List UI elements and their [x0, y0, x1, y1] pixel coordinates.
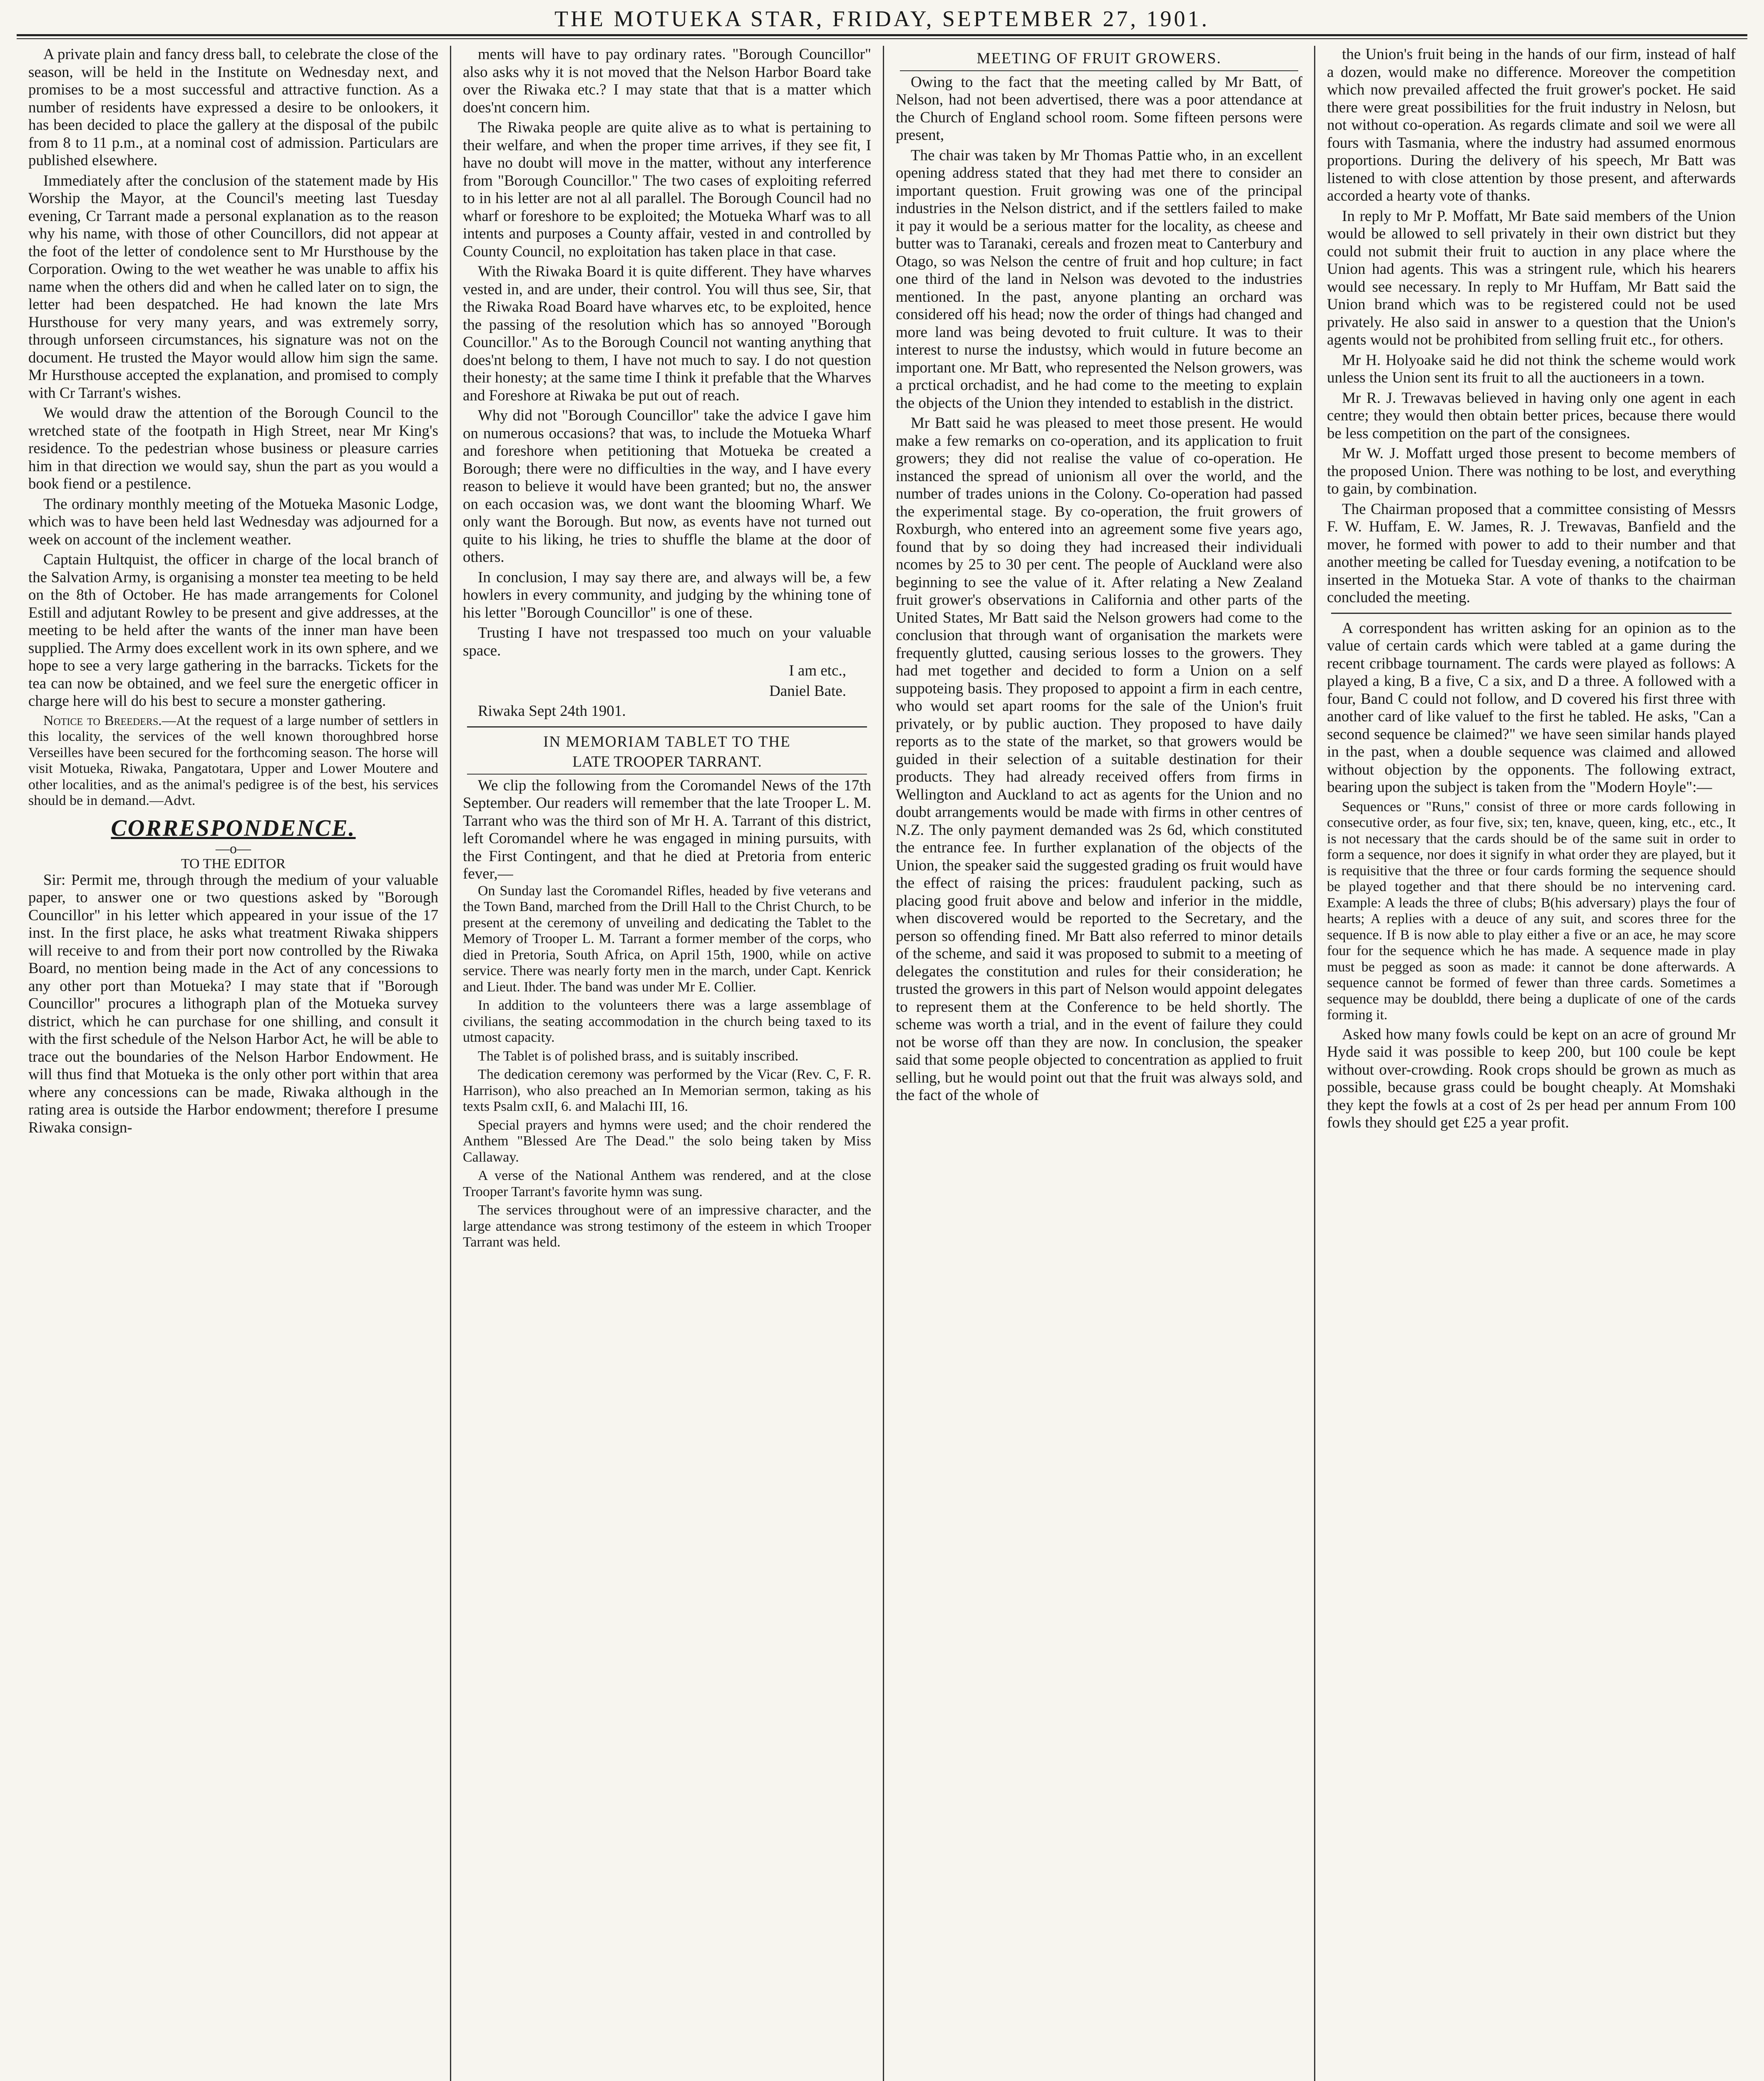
cribbage-question: A correspondent has written asking for an opinion as to the value of certain cards which were tabled at a game during the recent cribbage tournament. The cards were played as follows: A played a king, B a five, C a six, and D a three. A followed with a four, Band C could not follow, and D covered his first three with another card of like valuef to the first he tabled. He asks, "Can a second sequence be claimed?" we have seen similar hands played in the past, when a double sequence was claimed and allowed without objection by the opponents. The following extract, bearing upon the subject is taken from the "Modern Hoyle":— — [1327, 619, 1736, 796]
masthead-rule-thin — [17, 38, 1747, 39]
memoriam-paragraph: The dedication ceremony was performed by the Vicar (Rev. C, F. R. Harrison), who also preached an In Memorian sermon, taking as his texts Psalm cxII, 6. and Malachi III, 16. — [463, 1067, 871, 1114]
letter-continued-6: Trusting I have not trespassed too much on your valuable space. — [463, 624, 871, 659]
letter-body: Sir: Permit me, through through the medium of your valuable paper, to answer one or two questions asked by "Borough Councillor" in his letter which appeared in your issue of the 17 inst. In the first place, he asks what treatment Riwaka shippers will receive to and from their port now controlled by the Riwaka Board, no mention being made in the Act of any concessions to any other port than Motueka? I may state that if "Borough Councillor" procures a lithograph plan of the Motueka survey district, which he can purchase for one shilling, and consult it with the first schedule of the Nelson Harbor Act, he will be able to trace out the boundaries of the Nelson Harbor Endowment. He will thus find that Motueka is the only other port within that area where any concessions can be made, Riwaka although in the rating area is outside the Harbor endowment; therefore I presume Riwaka consign- — [28, 871, 438, 1136]
ornament: —o— — [216, 841, 251, 857]
letter-continued-2: The Riwaka people are quite alive as to what is pertaining to their welfare, and when the proper time arrives, if they see fit, I have no doubt will move in the matter, without any interference from "Borough Councillor." The two cases of exploiting referred to in his letter are not al all parallel. The Borough Council had no wharf or foreshore to be exploited; the Motueka Wharf was to all intents and purposes a County affair, vested in and controlled by County Council, no exploitation has taken place in that case. — [463, 119, 871, 260]
paragraph-footpath: We would draw the attention of the Borough Council to the wretched state of the footpath in High Street, near Mr King's residence. To the pedestrian whose business or pleasure carries him in that direction we would say, shun the part as you would a book fiend or a pestilence. — [28, 405, 438, 492]
fruit-continued-3: Mr H. Holyoake said he did not think the scheme would work unless the Union sent its fruit to all the auctioneers in a town. — [1327, 351, 1736, 386]
fruit-continued-6: The Chairman proposed that a committee consisting of Messrs F. W. Huffam, E. W. James, R. J. Trewavas, Banfield and the mover, he formed with power to add to their number and that another meeting be called for Tuesday evening, a notifcation to be inserted in the Motueka Star. A vote of thanks to the chairman concluded the meeting. — [1327, 500, 1736, 606]
memoriam-intro: We clip the following from the Coromandel News of the 17th September. Our readers will remember that the late Trooper L. M. Tarrant who was the third son of Mr H. A. Tarrant of this district, left Coromandel where he was engaged in mining pursuits, with the First Contingent, and that he died at Pretoria from enteric fever,— — [463, 777, 871, 882]
fowls-paragraph: Asked how many fowls could be kept on an acre of ground Mr Hyde said it was possible to keep 200, but 100 coule be kept without over-crowding. Rook crops should be grown as much as possible, because grass could be bought cheaply. At Momshaki they kept the fowls at a cost of 2s per head per annum From 100 fowls they should get £25 a year profit. — [1327, 1026, 1736, 1131]
fruit-continued-2: In reply to Mr P. Moffatt, Mr Bate said members of the Union would be allowed to sell privately in their own district but they could not submit their fruit to auction in any place where the Union had agents. This was a stringent rule, which his hearers would see necessary. In reply to Mr Huffam, Mr Batt said the Union brand which was to be registered could not be used privately. He also said in answer to a question that the Union's agents would not be prohibited from selling fruit etc., for others. — [1327, 207, 1736, 348]
memoriam-heading-1: IN MEMORIAM TABLET TO THE — [543, 733, 791, 750]
letter-continued-1: ments will have to pay ordinary rates. "Borough Councillor" also asks why it is not moved that the Nelson Harbor Board take over the Riwaka etc.? I may state that that is a matter which does'nt concern him. — [463, 46, 871, 116]
memoriam-extract — [463, 883, 871, 1251]
column-1 — [17, 46, 451, 2081]
memoriam-paragraph: A verse of the National Anthem was rendered, and at the close Trooper Tarrant's favorite hymn was sung. — [463, 1168, 871, 1199]
notice-to-breeders — [28, 713, 438, 809]
fruit-paragraph-1: Owing to the fact that the meeting called by Mr Batt, of Nelson, had not been advertised, there was a poor attendance at the Church of England school room. Some fifteen persons were present, — [896, 73, 1302, 144]
paragraph-cr-tarrant: Immediately after the conclusion of the statement made by His Worship the Mayor, at the Council's meeting last Tuesday evening, Cr Tarrant made a personal explanation as to the reason why his name, with those of other Councillors, did not appear at the foot of the letter of condolence sent to Mr Hursthouse by the Corporation. Owing to the wet weather he was unable to affix his name when the others did and when he called later on to sign, the letter had been despatched. He had known the late Mrs Hursthouse for very many years, and was extremely sorry, through unforseen circumstances, his signature was not on the document. He trusted the Mayor would allow him sign the same. Mr Hursthouse accepted the explanation, and promised to comply with Cr Tarrant's wishes. — [28, 172, 438, 402]
paragraph-salvation-army: Captain Hultquist, the officer in charge of the local branch of the Salvation Army, is organising a monster tea meeting to be held on the 8th of October. He has made arrangements for Colonel Estill and adjutant Rowley to be present and give addresses, at the meeting to be held after the wants of the inner man have been supplied. The Army does excellent work in its own sphere, and we hope to see a very large gathering in the barracks. Tickets for the tea can now be obtained, and we feel sure the energetic officer in charge here will do his best to secure a monster gathering. — [28, 551, 438, 710]
notice-body: —At the request of a large number of settlers in this locality, the services of the well known thoroughbred horse Verseilles have been secured for the forthcoming season. The horse will visit Motueka, Riwaka, Pangatotara, Upper and Lower Moutere and other localities, and as the animal's pedigree is of the best, his services should be in demand.—Advt. — [28, 713, 438, 808]
memoriam-paragraph: Special prayers and hymns were used; and the choir rendered the Anthem "Blessed Are The Dead." the solo being taken by Miss Callaway. — [463, 1117, 871, 1165]
memoriam-paragraph: In addition to the volunteers there was a large assemblage of civilians, the seating accommodation in the church being taxed to its utmost capacity. — [463, 998, 871, 1045]
fruit-paragraph-2: The chair was taken by Mr Thomas Pattie who, in an excellent opening address stated that they had met there to consider an important question. Fruit growing was one of the principal industries in the Nelson district, and if the settlers failed to make it pay it would be a serious matter for the locality, as cheese and butter was to Taranaki, cereals and frozen meat to Canterbury and Otago, so was Nelson the centre of fruit and hop culture; in fact one third of the land in Nelson was devoted to the industries mentioned. In the past, anyone planting an orchard was considered off his head; now the order of things had changed and more land was being devoted to fruit culture. It was to their interest to nurse the industsy, which would in future become an important one. Mr Batt, who represented the Nelson growers, was a prctical orchadist, and he had come to the meeting to explain the objects of the Union they intended to establish in the district. — [896, 147, 1302, 412]
paragraph-dress-ball: A private plain and fancy dress ball, to celebrate the close of the season, will be held in the Institute on Wednesday next, and promises to be a most successful and attractive function. As a number of residents have expressed a desire to be onlookers, it has been decided to place the gallery at the disposal of the pubilc from 8 to 11 p.m., at a nominal cost of admission. Particulars are published elsewhere. — [28, 46, 438, 169]
hoyle-extract: Sequences or "Runs," consist of three or more cards following in consecutive order, as four five, six; ten, knave, queen, king, etc., etc., It is not necessary that the cards should be of the same suit in order to form a sequence, nor does it signify in what order they are played, but it is requisitive that the three or four cards forming the sequence should be played together and that there should be no intervening card. Example: A leads the three of clubs; B(his adversary) plays the four of hearts; A replies with a deuce of any suit, and scores three for the sequence. If B is now able to play either a five or an ace, he may score four for the sequence which he has made. A sequence made in play must be pegged as soon as made: it cannot be done afterwards. A sequence cannot be formed of fewer than three cards. Sometimes a sequence may be doubldd, there being a duplicate of one of the cards forming it. — [1327, 799, 1736, 1023]
to-the-editor-heading: TO THE EDITOR — [181, 856, 286, 872]
columns — [17, 46, 1747, 2081]
heading-rule — [467, 774, 867, 775]
dateline: Riwaka Sept 24th 1901. — [478, 703, 626, 720]
fruit-growers-heading: MEETING OF FRUIT GROWERS. — [976, 50, 1222, 67]
column-3 — [884, 46, 1315, 2081]
signature-line-1: I am etc., — [789, 662, 846, 679]
fruit-continued-1: the Union's fruit being in the hands of our firm, instead of half a dozen, would make no difference. Moreover the competition which now prevailed affected the fruit grower's pocket. He said there were great possibilities for the fruit industry in Nelosn, but not without co-operation. As regards climate and soil we were all fours with Tasmania, where the industry had assumed enormous proportions. During the delivery of his speech, Mr Batt was listened to with close attention by those present, and afterwards accorded a hearty vote of thanks. — [1327, 46, 1736, 204]
section-divider — [467, 726, 867, 728]
masthead-rule-thick — [17, 34, 1747, 36]
correspondence-heading: CORRESPONDENCE. — [111, 815, 356, 841]
fruit-continued-5: Mr W. J. Moffatt urged those present to become members of the proposed Union. There was nothing to be lost, and everything to gain, by combination. — [1327, 445, 1736, 497]
masthead: THE MOTUEKA STAR, FRIDAY, SEPTEMBER 27, 1901. — [554, 6, 1210, 31]
notice-lead: Notice to Breeders. — [43, 713, 162, 728]
paragraph-masonic-lodge: The ordinary monthly meeting of the Motueka Masonic Lodge, which was to have been held last Wednesday was adjourned for a week on account of the inclement weather. — [28, 495, 438, 548]
fruit-paragraph-3: Mr Batt said he was pleased to meet those present. He would make a few remarks on co-operation, and its application to fruit growers; they did not realise the value of co-operation. He instanced the spread of unionism all over the world, and the number of trades unions in the Colony. Co-operation had passed the experimental stage. By co-operation, the fruit growers of Roxburgh, who entered into an agreement some five years ago, found that by so doing they had increased their individuali ncomes by 25 to 30 per cent. The people of Auckland were also beginning to see the value of it. After relating a New Zealand fruit grower's observations in California and other parts of the United States, Mr Batt said the Nelson growers had come to the conclusion that through want of organisation the markets were frequently glutted, causing serious losses to the growers. They had met together and decided to form a Union on a self suppoteing basis. They proposed to appoint a firm in each centre, who would set apart rooms for the sale of the Union's fruit privately, or by public auction. They proposed to have daily reports as to the state of the market, so that growers would be guided in their selection of a suitable destination for their products. They had already received offers from firms in Wellington and Auckland to act as agents for the Union and no doubt arrangements would be made with firms in other centres of N.Z. The only payment demanded was 2s 6d, which constituted the entrance fee. In further explanation of the objects of the Union, the speaker said the suggested grading os fruit would have the effect of raising the prices: fraudulent packing, such as placing good fruit above and below and inferior in the middle, when discovered would be reported to the Secretary, and the person so offending fined. Mr Batt also referred to minor details of the scheme, and said it was proposed to submit to a meeting of delegates the constitution and rules for their consideration; he trusted the growers in this part of Nelson would appoint delegates to represent them at the Conference to be held shortly. The scheme was worth a trial, and in the event of failure they could not be worse off than they are now. In conclusion, the speaker said that some people objected to concentration as applied to fruit selling, but he would point out that the fruit was always sold, and the fact of the whole of — [896, 415, 1302, 1104]
heading-rule — [900, 70, 1298, 71]
signature-line-2: Daniel Bate. — [769, 682, 846, 700]
memoriam-paragraph: The services throughout were of an impressive character, and the large attendance was strong testimony of the esteem in which Trooper Tarrant was held. — [463, 1202, 871, 1250]
memoriam-paragraph: On Sunday last the Coromandel Rifles, headed by five veterans and the Town Band, marched from the Drill Hall to the Christ Church, to be present at the ceremony of unveiling and dedicating the Tablet to the Memory of Trooper L. M. Tarrant a former member of the corps, who died in Pretoria, South Africa, on April 15th, 1900, while on active service. There was nearly forty men in the march, under Capt. Kenrick and Lieut. Ihder. The band was under Mr E. Collier. — [463, 883, 871, 995]
memoriam-paragraph: The Tablet is of polished brass, and is suitably inscribed. — [478, 1048, 799, 1064]
memoriam-heading-2: LATE TROOPER TARRANT. — [572, 753, 762, 770]
fruit-continued-4: Mr R. J. Trewavas believed in having only one agent in each centre; they would then obtain better prices, because there would be less competition on the part of the consignees. — [1327, 389, 1736, 442]
section-divider — [1331, 613, 1732, 614]
letter-continued-4: Why did not "Borough Councillor" take the advice I gave him on numerous occasions? that was, to include the Motueka Wharf and foreshore when petitioning that Motueka be created a Borough; there were no difficulties in the way, and I have every reason to believe it would have been granted; but no, the answer on each occasion was, we dont want the blooming Wharf. We only want the Borough. But now, as events have not turned out quite to his liking, he tries to shuffle the blame at the door of others. — [463, 407, 871, 566]
letter-continued-5: In conclusion, I may say there are, and always will be, a few howlers in every community, and judging by the whining tone of his letter "Borough Councillor" is one of these. — [463, 569, 871, 621]
letter-continued-3: With the Riwaka Board it is quite different. They have wharves vested in, and are under, their control. You will thus see, Sir, that the Riwaka Road Board have wharves etc, to be exploited, hence the passing of the resolution which has so annoyed "Borough Councillor." As to the Borough Council not wanting anything that does'nt belong to them, I have not much to say. I do not question their honesty; at the same time I think it prefable that the Wharves and Foreshore at Riwaka be put out of reach. — [463, 263, 871, 404]
column-2 — [451, 46, 884, 2081]
column-4 — [1315, 46, 1747, 2081]
